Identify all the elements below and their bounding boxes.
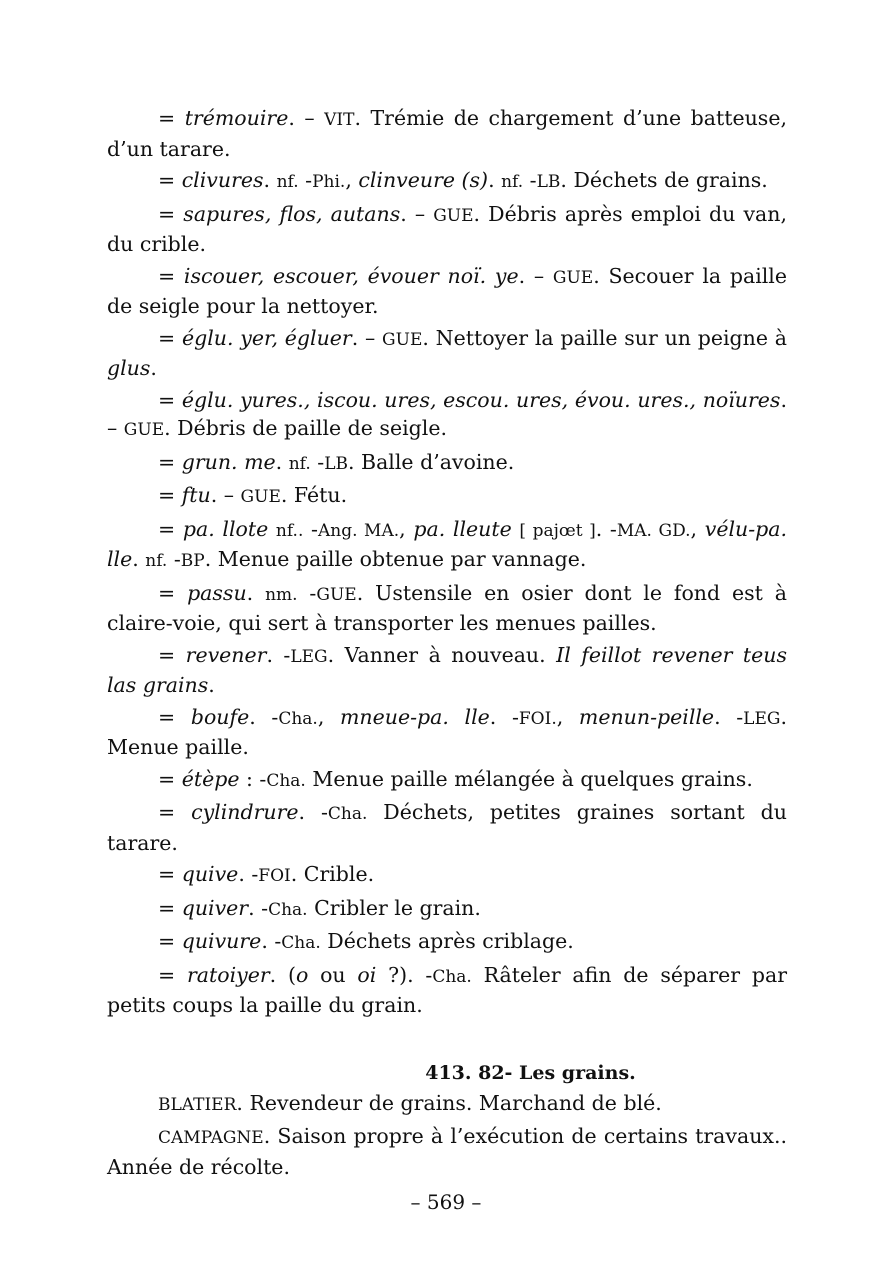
entry-text: Déchets après criblage.	[320, 929, 574, 953]
entry-text: =	[158, 862, 182, 886]
entry-text: .	[208, 673, 215, 697]
dictionary-entry	[107, 200, 787, 259]
entry-text: =	[158, 580, 188, 605]
entry-term: clivures	[181, 168, 264, 192]
entry-term: grun. me	[181, 449, 276, 474]
entry-text: =	[158, 516, 183, 541]
dictionary-entry	[107, 579, 787, 638]
entry-term: quive	[181, 862, 239, 886]
entry-abbreviation: GUE	[123, 420, 165, 440]
entry-text: . -	[298, 800, 328, 824]
entry-text: : -	[239, 766, 267, 791]
entry-term: passu	[187, 580, 247, 605]
entry-term: menun-peille	[578, 704, 715, 729]
entry-text: . Menue paille.	[107, 704, 787, 759]
dictionary-entry	[107, 798, 787, 857]
entry-text: ou	[308, 962, 358, 987]
entry-term: ratoiyer	[186, 962, 270, 987]
dictionary-entry	[107, 703, 787, 762]
entry-abbreviation: MA. GD.	[616, 520, 691, 541]
entry-term: oi	[357, 962, 377, 987]
entry-text: . Crible.	[290, 862, 375, 886]
entry-text: . -	[266, 642, 291, 667]
entry-abbreviation: Phi.	[312, 172, 346, 192]
entry-text: . –	[400, 201, 434, 226]
entry-text: =	[158, 325, 182, 350]
entry-term: clinveure (s)	[358, 168, 489, 192]
entry-text: . Saison propre à l’exécution de certains travaux.. Année de récolte.	[107, 1124, 787, 1179]
entry-text: =	[158, 766, 182, 791]
dictionary-entry	[107, 641, 787, 700]
entry-text	[268, 517, 276, 541]
entry-text: . Trémie de chargement d’une batteuse, d’un tarare.	[107, 106, 787, 161]
entry-text: .	[275, 449, 289, 474]
entry-text: . Revendeur de grains. Marchand de blé.	[236, 1090, 662, 1115]
entry-text: . Débris de paille de seigle.	[164, 416, 447, 440]
entry-text: . Balle d’avoine.	[347, 449, 515, 474]
entry-text: =	[158, 168, 182, 192]
entry-text: . (	[269, 962, 296, 987]
entry-abbreviation: GUE	[240, 487, 281, 507]
dictionary-entry	[107, 166, 787, 197]
dictionary-entry	[107, 104, 787, 163]
entry-text: =	[158, 895, 182, 920]
entry-term: mneue-pa. lle	[339, 704, 490, 729]
entry-text: =	[158, 106, 185, 130]
entry-abbreviation: Cha.	[268, 899, 308, 920]
dictionary-entry	[107, 1122, 787, 1181]
entry-text: . –	[518, 263, 553, 288]
entry-text: . –	[288, 106, 325, 130]
entry-text: Déchets, petites graines sortant du tarare.	[107, 800, 787, 855]
entry-text: . Ustensile en osier dont le fond est à claire-voie, qui sert à transporter les menues pailles.	[107, 580, 787, 635]
entry-text: =	[158, 929, 182, 953]
entry-abbreviation: GUE	[433, 205, 474, 226]
entry-text: =	[158, 449, 182, 474]
entry-text: -	[310, 449, 325, 474]
entry-text: .	[132, 547, 146, 571]
entry-text: . Menue paille obtenue par vannage.	[204, 547, 587, 571]
entry-term: pa. lleute	[413, 516, 512, 541]
entry-abbreviation: Cha.	[432, 966, 472, 987]
entry-text: -	[298, 168, 313, 192]
entry-term: sapures, flos, autans	[183, 201, 401, 226]
entry-term: étèpe	[181, 766, 240, 791]
page-number: – 569 –	[410, 1190, 482, 1214]
entry-term: Il feillot revener teus las grains	[107, 642, 788, 697]
entry-text: =	[158, 201, 184, 226]
dictionary-entry	[107, 894, 787, 925]
entry-text: . -	[714, 704, 744, 729]
entry-text: =	[158, 642, 186, 667]
entry-abbreviation: nf..	[275, 520, 304, 541]
entry-term: revener	[185, 642, 267, 667]
entry-text: ,	[399, 516, 414, 541]
entry-term: pa. llote	[182, 516, 269, 541]
entry-abbreviation: LB	[536, 172, 561, 192]
entry-text: =	[158, 800, 192, 824]
entry-text: . –	[107, 387, 787, 440]
entry-text: . -	[261, 929, 282, 953]
entry-text: ,	[317, 704, 340, 729]
entry-text: Menue paille mélangée à quelques grains.	[305, 766, 753, 791]
entry-text: ,	[556, 704, 579, 729]
entry-list	[107, 104, 787, 1020]
dictionary-entry	[107, 324, 787, 383]
section-title: 413. 82- Les grains.	[425, 1061, 636, 1084]
entry-text: -	[303, 516, 318, 541]
entry-term: vélu-pa. lle	[107, 516, 787, 571]
entry-text: . -	[249, 704, 279, 729]
entry-term: iscouer, escouer, évouer noï. ye	[183, 263, 519, 288]
dictionary-entry	[107, 448, 787, 479]
entry-text: . Fétu.	[280, 483, 348, 507]
entry-text: ,	[690, 516, 705, 541]
entry-abbreviation: VIT	[324, 110, 355, 130]
entry-abbreviation: BLATIER	[158, 1094, 237, 1115]
entry-text: . -	[238, 862, 259, 886]
dictionary-entry	[107, 927, 787, 958]
entry-text: . -	[248, 895, 269, 920]
entry-text: .	[150, 356, 157, 380]
entry-abbreviation: LEG	[290, 646, 328, 667]
entry-text: =	[158, 263, 184, 288]
entry-term: quivure	[181, 929, 262, 953]
section-entry-list	[107, 1089, 787, 1182]
entry-text: =	[158, 387, 182, 412]
entry-term: quiver	[181, 895, 249, 920]
entry-text: ,	[345, 168, 359, 192]
entry-abbreviation: nm.	[265, 584, 298, 605]
entry-text: Râteler afin de séparer par petits coups la paille du grain.	[107, 962, 787, 1017]
page-body	[107, 104, 787, 1184]
dictionary-entry	[107, 765, 787, 796]
entry-abbreviation: Cha.	[278, 708, 318, 729]
entry-abbreviation: BP	[180, 551, 205, 571]
entry-text: . –	[210, 483, 241, 507]
entry-abbreviation: nf.	[276, 172, 299, 192]
entry-abbreviation: nf.	[288, 453, 311, 474]
dictionary-entry	[107, 386, 787, 445]
dictionary-entry	[107, 262, 787, 321]
entry-abbreviation: Cha.	[281, 933, 321, 953]
entry-text: . Secouer la paille de seigle pour la nettoyer.	[107, 263, 787, 318]
entry-term: trémouire	[184, 106, 289, 130]
entry-abbreviation: FOI	[258, 866, 291, 886]
entry-text: .	[263, 168, 277, 192]
entry-abbreviation: [ pajœt ]	[519, 520, 596, 541]
entry-abbreviation: GUE	[382, 329, 423, 350]
entry-term: glus	[107, 356, 151, 380]
entry-term: ftu	[181, 483, 211, 507]
dictionary-entry	[107, 515, 787, 576]
entry-text: .	[246, 580, 266, 605]
entry-text: .	[488, 168, 502, 192]
entry-text: -	[167, 547, 181, 571]
entry-text: . -	[595, 516, 617, 541]
entry-abbreviation: FOI.	[518, 708, 557, 729]
entry-text: -	[523, 168, 537, 192]
section-gap	[107, 1023, 787, 1059]
entry-text: . –	[351, 325, 383, 350]
entry-term: cylindrure	[191, 800, 299, 824]
entry-text: =	[158, 962, 187, 987]
entry-text: . Nettoyer la paille sur un peigne à	[422, 325, 787, 350]
entry-abbreviation: GUE	[552, 267, 594, 288]
entry-text: =	[158, 483, 182, 507]
entry-text: Cribler le grain.	[307, 895, 481, 920]
entry-text: =	[158, 704, 191, 729]
entry-abbreviation: CAMPAGNE	[158, 1128, 264, 1148]
entry-abbreviation: LB	[324, 453, 348, 474]
entry-abbreviation: Cha.	[266, 770, 306, 791]
entry-abbreviation: Ang. MA.	[317, 520, 400, 541]
entry-text: . Vanner à nouveau.	[327, 642, 557, 667]
dictionary-entry	[107, 481, 787, 512]
entry-term: boufe	[190, 704, 250, 729]
entry-term: o	[295, 962, 309, 987]
entry-abbreviation: Cha.	[327, 804, 368, 824]
entry-abbreviation: nf.	[501, 172, 524, 192]
entry-text: . Déchets de grains.	[560, 168, 768, 192]
entry-text: . -	[489, 704, 519, 729]
entry-term: églu. yer, égluer	[181, 325, 352, 350]
entry-text: ?). -	[376, 962, 433, 987]
entry-text: . Débris après emploi du van, du crible.	[107, 201, 787, 256]
entry-abbreviation: LEG	[743, 708, 781, 729]
entry-term: églu. yures., iscou. ures, escou. ures, évou. ures., noïures	[181, 387, 781, 412]
dictionary-entry	[107, 961, 787, 1020]
dictionary-entry	[107, 1089, 787, 1120]
entry-abbreviation: GUE	[316, 584, 357, 605]
dictionary-entry	[107, 860, 787, 891]
entry-text: -	[297, 580, 317, 605]
entry-abbreviation: nf.	[145, 551, 168, 571]
